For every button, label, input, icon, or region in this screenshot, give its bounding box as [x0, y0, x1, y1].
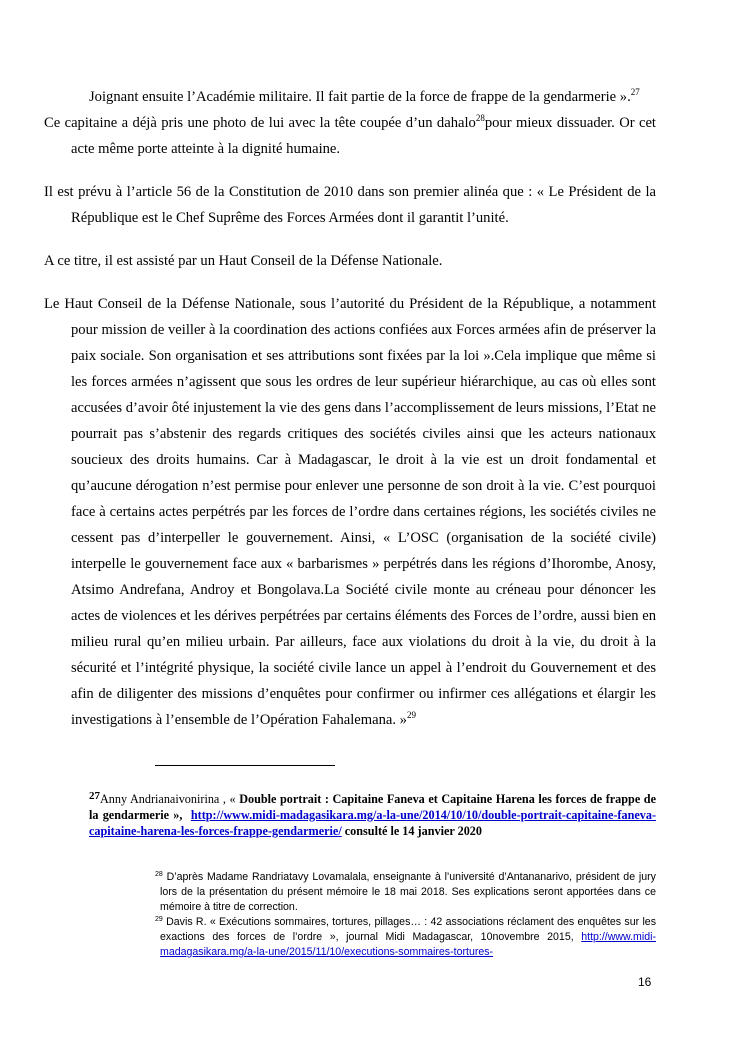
footnote-29-number: 29 [155, 916, 163, 923]
footnote-ref-27[interactable]: 27 [630, 87, 640, 97]
footnote-ref-29[interactable]: 29 [406, 710, 416, 720]
footnote-separator [155, 765, 335, 766]
footnotes-block [155, 870, 656, 960]
footnote-27-author: Anny Andrianaivonirina , « [100, 792, 240, 806]
footnote-ref-28[interactable]: 28 [475, 113, 485, 123]
footnote-27-number: 27 [89, 790, 100, 802]
footnote-27-title: Double portrait : Capitaine Faneva et Capitaine Harena les forces de frappe de la gendarmerie », [89, 792, 656, 822]
paragraph-2 [44, 110, 656, 162]
paragraph-5 [44, 291, 656, 733]
footnote-28-text: D’après Madame Randriatavy Lovamalala, enseignante à l’université d’Antananarivo, président de jury lors de la présentation du présent mémoire le 18 mai 2018. Ses explications seront apportées dans ce mémoire à titre de correction. [160, 871, 656, 913]
footnote-29 [155, 915, 656, 960]
paragraph-2-text-b: pour mieux dissuader. Or cet acte même porte atteinte à la dignité humaine. [71, 115, 656, 157]
footnote-29-text: Davis R. « Exécutions sommaires, tortures, pillages… : 42 associations réclament des enquêtes sur les exactions des forces de l’ordre », journal Midi Madagascar, 10novembre 2015, [160, 916, 656, 943]
paragraph-4: A ce titre, il est assisté par un Haut Conseil de la Défense Nationale. [44, 253, 443, 269]
footnote-28 [155, 870, 656, 915]
footnote-27 [89, 788, 656, 839]
paragraph-1 [44, 84, 656, 110]
document-body [44, 84, 656, 750]
footnote-27-consulted: consulté le 14 janvier 2020 [344, 824, 482, 838]
footnote-27-link[interactable]: http://www.midi-madagasikara.mg/a-la-une/2014/10/10/double-portrait-capitaine-faneva-capitaine-harena-les-forces-frappe-gendarmerie/ [89, 808, 657, 838]
paragraph-2-text-a: Ce capitaine a déjà pris une photo de lui avec la tête coupée d’un dahalo [44, 115, 476, 131]
paragraph-1-text: Joignant ensuite l’Académie militaire. Il fait partie de la force de frappe de la gendarmerie ». [89, 89, 631, 105]
paragraph-5-text: Le Haut Conseil de la Défense Nationale, sous l’autorité du Président de la République, a notamment pour mission de veiller à la coordination des actions confiées aux Forces armées afin de préserver la paix sociale. Son organisation et ses attributions sont fixées par la loi ».Cela implique que même si les forces armées n’agissent que sous les ordres de leur supérieur hiérarchique, au cas où elles sont accusées d’avoir ôté injustement la vie des gens dans l’accomplissement de leurs missions, l’Etat ne pourrait pas s’abstenir des regards critiques des sociétés civiles ainsi que les acteurs nationaux soucieux des droits humains. Car à Madagascar, le droit à la vie est un droit fondamental et qu’aucune dérogation n’est permise pour enlever une personne de son droit à la vie. C’est pourquoi face à certains actes perpétrés par les forces de l’ordre dans certaines régions, les sociétés civiles ne cessent pas d’interpeller le gouvernement. Ainsi, « L’OSC (organisation de la société civile) interpelle le gouvernement face aux « barbarismes » perpétrés dans les régions d’Ihorombe, Anosy, Atsimo Andrefana, Androy et Bongolava.La Société civile monte au créneau pour dénoncer les actes de violences et les dérives perpétrées par certains éléments des Forces de l’ordre, aussi bien en milieu rural qu’en milieu urbain. Par ailleurs, face aux violations du droit à la vie, du droit à la sécurité et l’intégrité physique, la société civile lance un appel à l’endroit du Gouvernement et des afin de diligenter des missions d’enquêtes pour confirmer ou infirmer ces allégations et élargir les investigations à l’ensemble de l’Opération Fahalemana. » [44, 296, 656, 728]
paragraph-3: Il est prévu à l’article 56 de la Constitution de 2010 dans son premier alinéa que : « Le Président de la République est le Chef Suprême des Forces Armées dont il garantit l’unité. [44, 184, 656, 226]
footnote-28-number: 28 [155, 871, 163, 878]
footnote-29-link[interactable]: http://www.midi-madagasikara.mg/a-la-une/2015/11/10/executions-sommaires-tortures- [160, 931, 656, 958]
page-number: 16 [638, 975, 652, 989]
